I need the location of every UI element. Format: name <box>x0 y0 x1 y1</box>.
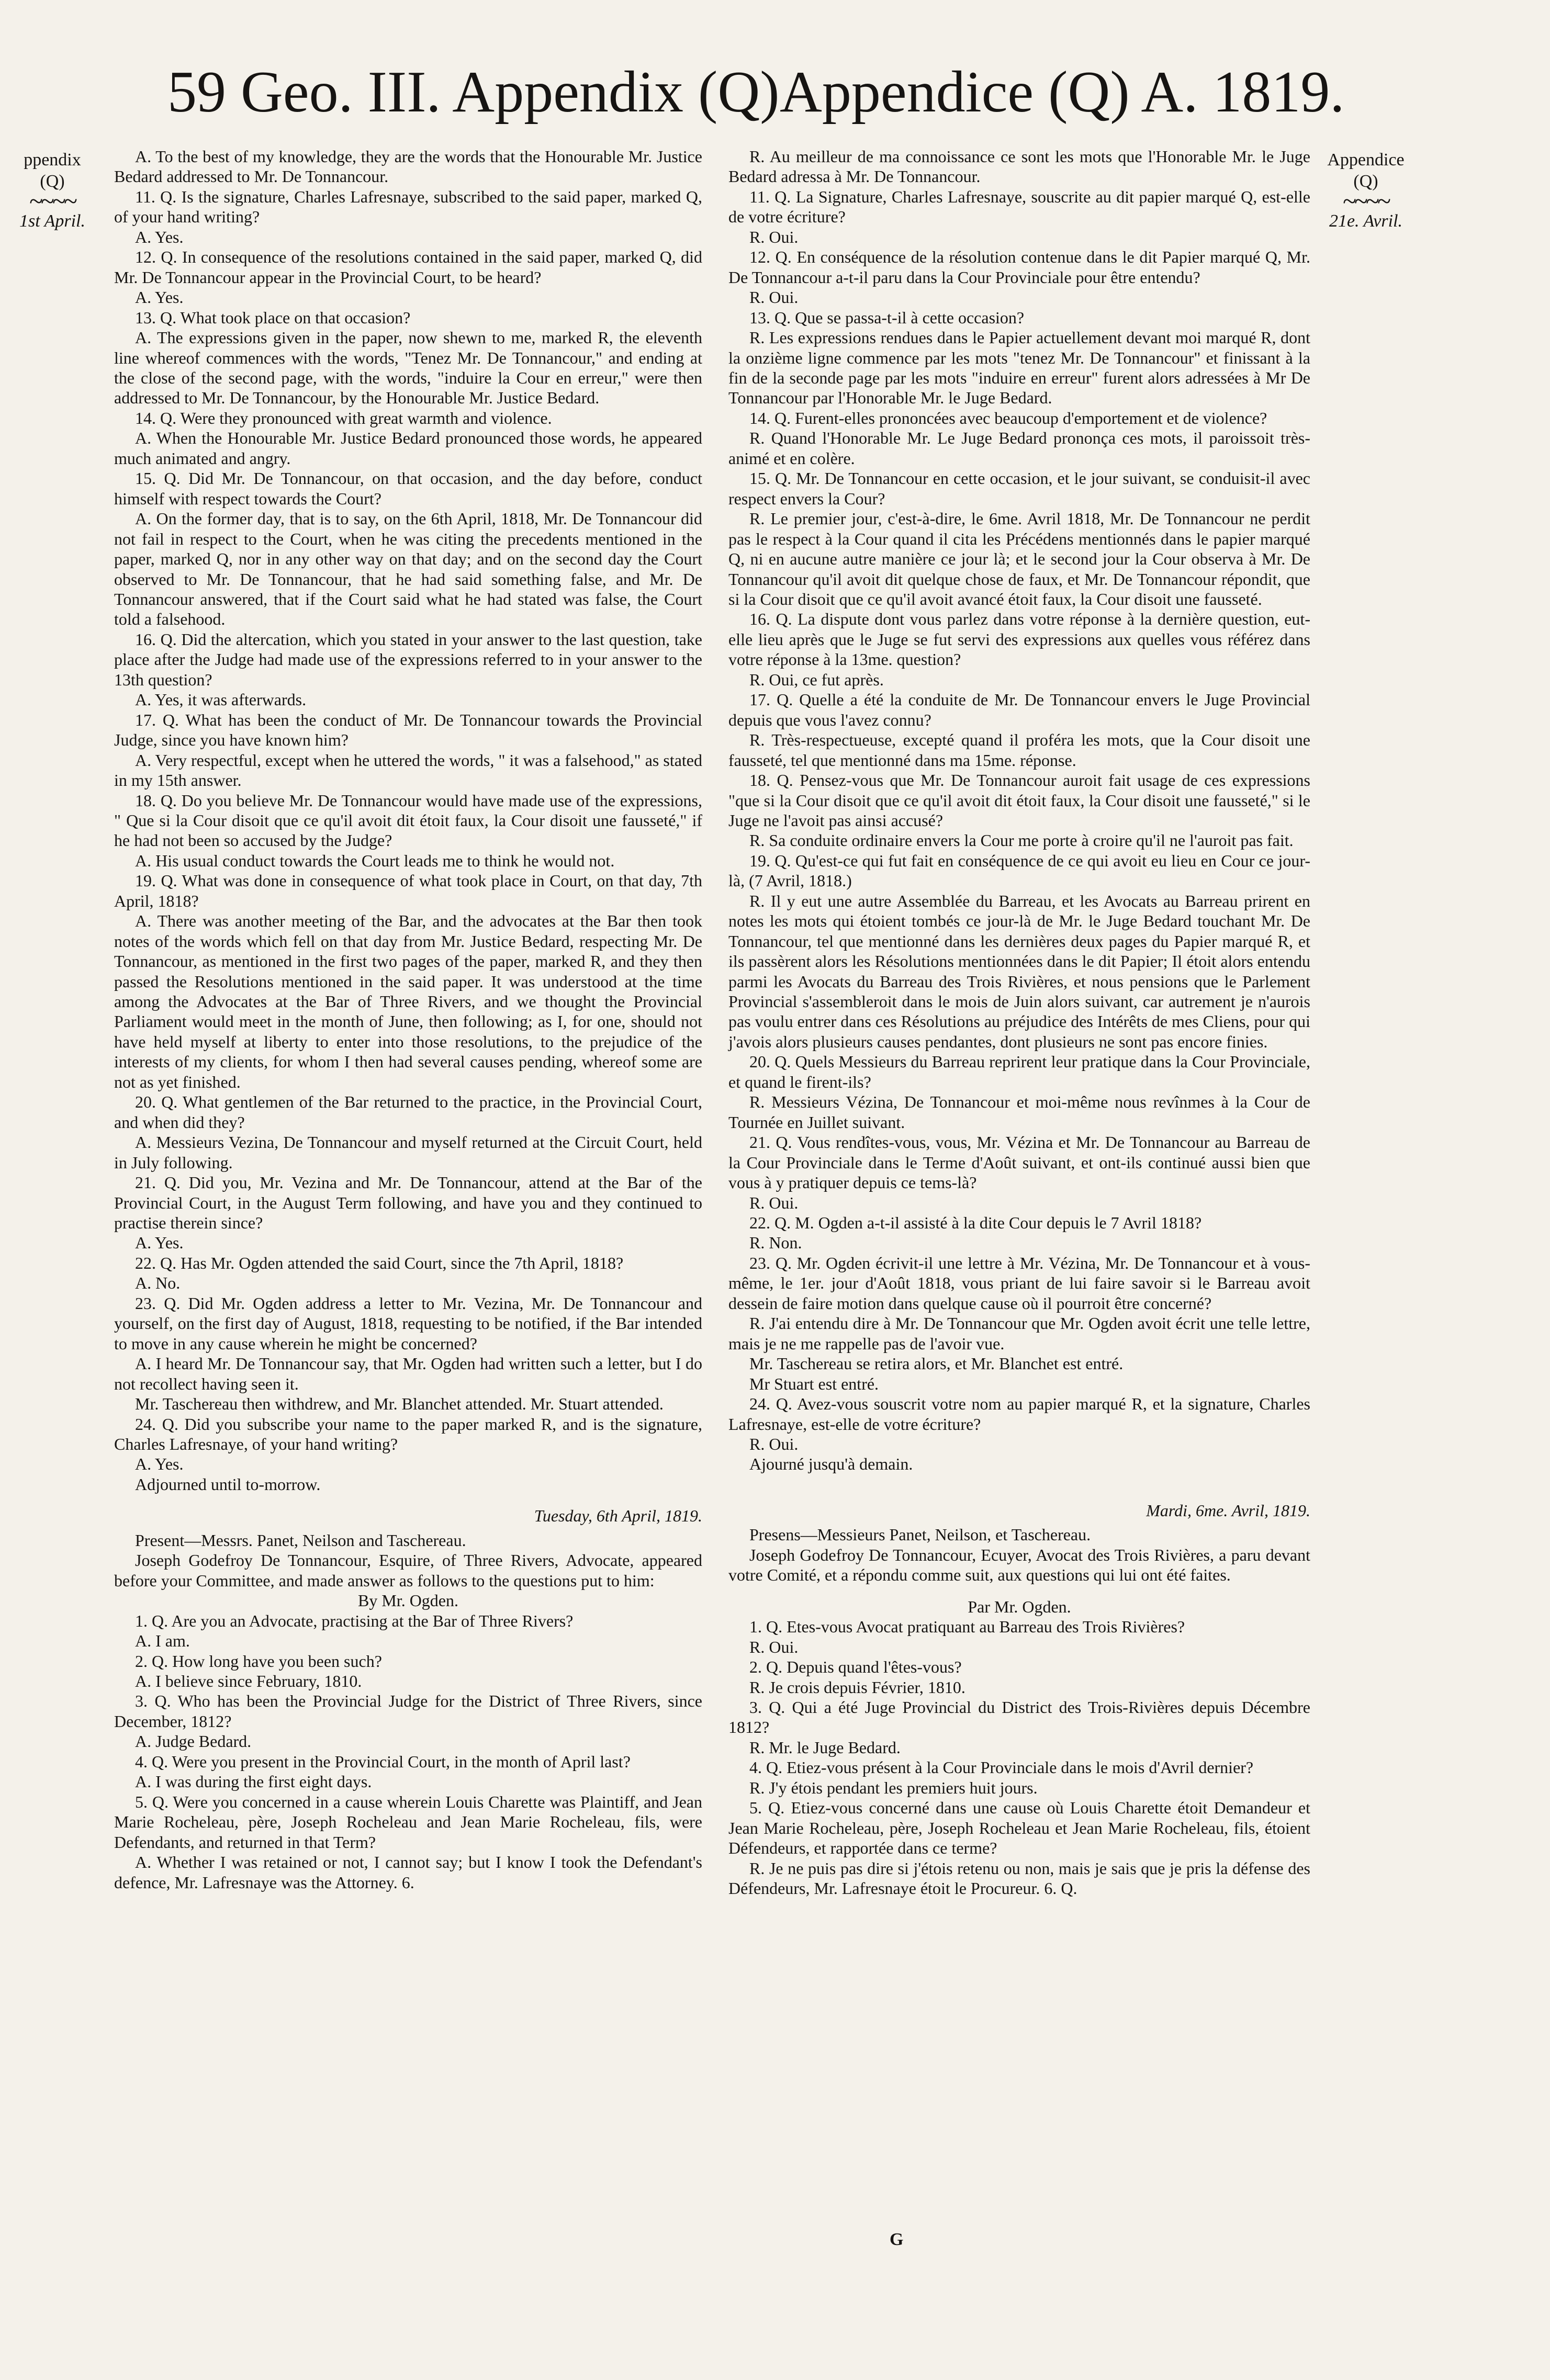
page-header-right: Appendice (Q) A. 1819. <box>780 60 1345 125</box>
testimony-paragraph: 5. Q. Were you concerned in a cause wherein Louis Charette was Plaintiff, and Jean Marie Rocheleau, père, Joseph Rocheleau and Jean Marie Rocheleau, fils, were Defendants, and returned in that Term? <box>114 1792 702 1852</box>
testimony-paragraph: 14. Q. Were they pronounced with great warmth and violence. <box>135 408 552 427</box>
testimony-paragraph: R. J'ai entendu dire à Mr. De Tonnancour que Mr. Ogden avoit écrit une telle lettre, mais je ne me rappelle pas de l'avoir vue. <box>728 1314 1310 1353</box>
testimony-paragraph: A. I was during the first eight days. <box>135 1772 372 1791</box>
margin-note-right <box>1313 149 1418 232</box>
testimony-paragraph: R. J'y étois pendant les premiers huit jours. <box>749 1778 1038 1797</box>
testimony-paragraph: R. Oui. <box>749 1193 799 1212</box>
session-examiner: By Mr. Ogden. <box>358 1591 458 1610</box>
testimony-paragraph: R. Au meilleur de ma connoissance ce sont les mots que l'Honorable Mr. le Juge Bedard adressa à Mr. De Tonnancour. <box>728 147 1310 186</box>
testimony-paragraph: R. Mr. le Juge Bedard. <box>749 1738 901 1757</box>
french-testimony-part-1 <box>728 146 1310 1474</box>
testimony-paragraph: Mr. Taschereau then withdrew, and Mr. Blanchet attended. Mr. Stuart attended. <box>135 1394 664 1414</box>
testimony-paragraph: 2. Q. How long have you been such? <box>135 1651 382 1671</box>
testimony-paragraph: 19. Q. What was done in consequence of what took place in Court, on that day, 7th April, 1818? <box>114 871 702 910</box>
testimony-paragraph: R. Oui. <box>749 1637 799 1656</box>
margin-note-line: ppendix <box>24 150 81 170</box>
testimony-paragraph: 24. Q. Did you subscribe your name to the paper marked R, and is the signature, Charles Lafresnaye, of your hand writing? <box>114 1414 702 1453</box>
english-column <box>114 146 702 1892</box>
testimony-paragraph: 18. Q. Do you believe Mr. De Tonnancour would have made use of the expressions, " Que si la Cour disoit que ce qu'il avoit dit étoit faux, la Cour disoit une fausseté," if he had not been so accused by the Judge? <box>114 791 702 850</box>
testimony-paragraph: 19. Q. Qu'est-ce qui fut fait en conséquence de ce qui avoit eu lieu en Cour ce jour-là, (7 Avril, 1818.) <box>728 851 1310 890</box>
testimony-paragraph: R. Non. <box>749 1233 802 1253</box>
testimony-paragraph: Ajourné jusqu'à demain. <box>749 1454 913 1474</box>
session-date: Mardi, 6me. Avril, 1819. <box>1146 1501 1310 1520</box>
testimony-paragraph: R. Le premier jour, c'est-à-dire, le 6me. Avril 1818, Mr. De Tonnancour ne perdit pas le respect à la Cour quand il cita les Précédens mentionnés dans le papier marqué Q, ni en aucune autre manière ce jour là; et le second jour la Cour observa à Mr. De Tonnancour qu'il avoit dit quelque chose de faux, et Mr. De Tonnancour répondit, que si la Cour disoit que ce qu'il avoit avancé étoit faux, la Cour disoit une fausseté. <box>728 509 1310 608</box>
testimony-paragraph: Mr Stuart est entré. <box>749 1374 879 1393</box>
testimony-paragraph: 4. Q. Etiez-vous présent à la Cour Provinciale dans le mois d'Avril dernier? <box>749 1758 1254 1777</box>
testimony-paragraph: A. To the best of my knowledge, they are the words that the Honourable Mr. Justice Bedard addressed to Mr. De Tonnancour. <box>114 147 702 186</box>
testimony-paragraph: A. There was another meeting of the Bar, and the advocates at the Bar then took notes of the words which fell on that day from Mr. Justice Bedard, respecting Mr. De Tonnancour, as mentioned in the first two pages of the paper, marked R, and they then passed the Resolutions mentioned in the said paper. It was understood at the time among the Advocates at the Bar of Three Rivers, and we thought the Provincial Parliament would meet in the month of June, then following; as I, for one, should not have held myself at liberty to enter into those resolutions, to the prejudice of the interests of my clients, for whom I then had several causes pending, whereof some are not as yet finished. <box>114 911 702 1091</box>
testimony-paragraph: A. His usual conduct towards the Court leads me to think he would not. <box>135 851 615 870</box>
testimony-paragraph: 11. Q. Is the signature, Charles Lafresnaye, subscribed to the said paper, marked Q, of your hand writing? <box>114 187 702 227</box>
testimony-paragraph: A. No. <box>135 1273 181 1293</box>
testimony-paragraph: R. Je crois depuis Février, 1810. <box>749 1677 965 1697</box>
session-date: Tuesday, 6th April, 1819. <box>534 1506 702 1526</box>
french-column <box>728 146 1310 1899</box>
testimony-paragraph: A. Yes. <box>135 288 184 307</box>
testimony-paragraph: 22. Q. M. Ogden a-t-il assisté à la dite Cour depuis le 7 Avril 1818? <box>749 1213 1202 1233</box>
margin-wave-ornament: ~~~~ <box>1343 187 1389 215</box>
testimony-paragraph: A. Very respectful, except when he uttered the words, " it was a falsehood," as stated in my 15th answer. <box>114 750 702 790</box>
testimony-paragraph: 12. Q. En conséquence de la résolution contenue dans le dit Papier marqué Q, Mr. De Tonnancour a-t-il paru dans la Cour Provinciale pour être entendu? <box>728 247 1310 287</box>
testimony-paragraph: 23. Q. Did Mr. Ogden address a letter to Mr. Vezina, Mr. De Tonnancour and yourself, on the first day of August, 1818, requesting to be notified, if the Bar intended to move in any cause wherein he might be concerned? <box>114 1293 702 1353</box>
testimony-paragraph: 24. Q. Avez-vous souscrit votre nom au papier marqué R, et la signature, Charles Lafresnaye, est-elle de votre écriture? <box>728 1394 1310 1434</box>
testimony-paragraph: 1. Q. Are you an Advocate, practising at the Bar of Three Rivers? <box>135 1611 574 1630</box>
testimony-paragraph: R. Les expressions rendues dans le Papier actuellement devant moi marqué R, dont la onzième ligne commence par les mots "tenez Mr. De Tonnancour" et finissant à la fin de la seconde page par les mots "induire en erreur" furent alors adressées à Mr De Tonnancour par l'Honorable Mr. le Juge Bedard. <box>728 328 1310 408</box>
testimony-paragraph: 1. Q. Etes-vous Avocat pratiquant au Barreau des Trois Rivières? <box>749 1617 1185 1637</box>
session-witness: Joseph Godefroy De Tonnancour, Esquire, of Three Rivers, Advocate, appeared before your Committee, and made answer as follows to the questions put to him: <box>114 1551 702 1590</box>
testimony-paragraph: 17. Q. What has been the conduct of Mr. De Tonnancour towards the Provincial Judge, since you have known him? <box>114 710 702 750</box>
testimony-paragraph: R. Oui, ce fut après. <box>749 670 884 689</box>
margin-note-line: (Q) <box>1353 172 1378 191</box>
testimony-paragraph: 16. Q. Did the altercation, which you stated in your answer to the last question, take place after the Judge had made use of the expressions referred to in your answer to the 13th question? <box>114 629 702 689</box>
testimony-paragraph: R. Oui. <box>749 227 799 246</box>
testimony-paragraph: A. Messieurs Vezina, De Tonnancour and myself returned at the Circuit Court, held in July following. <box>114 1133 702 1172</box>
testimony-paragraph: 16. Q. La dispute dont vous parlez dans votre réponse à la dernière question, eut-elle lieu après que le Juge se fut servi des expressions aux quelles vous référez dans votre réponse à la 13me. question? <box>728 610 1310 669</box>
testimony-paragraph: 21. Q. Did you, Mr. Vezina and Mr. De Tonnancour, attend at the Bar of the Provincial Court, in the August Term following, and have you and they continued to practise therein since? <box>114 1173 702 1233</box>
testimony-paragraph: R. Sa conduite ordinaire envers la Cour me porte à croire qu'il ne l'auroit pas fait. <box>749 831 1294 850</box>
margin-note-line: Appendice <box>1327 150 1405 170</box>
page-header-left: 59 Geo. III. Appendix (Q) <box>167 60 780 125</box>
testimony-paragraph: 5. Q. Etiez-vous concerné dans une cause où Louis Charette étoit Demandeur et Jean Marie Rocheleau, père, Joseph Rocheleau et Jean Marie Rocheleau, fils, étoient Défendeurs, et rapportée dans ce terme? <box>728 1798 1310 1858</box>
margin-note-date: 21e. Avril. <box>1329 211 1403 231</box>
testimony-paragraph: 12. Q. In consequence of the resolutions contained in the said paper, marked Q, did Mr. De Tonnancour appear in the Provincial Court, to be heard? <box>114 247 702 287</box>
testimony-paragraph: R. Je ne puis pas dire si j'étois retenu ou non, mais je sais que je pris la défense des Défendeurs, Mr. Lafresnaye étoit le Procureur. 6. Q. <box>728 1858 1310 1898</box>
testimony-paragraph: 21. Q. Vous rendîtes-vous, vous, Mr. Vézina et Mr. De Tonnancour au Barreau de la Cour Provinciale dans le Terme d'Août suivant, et ont-ils continué aussi bien que vous à y pratiquer depuis ce tems-là? <box>728 1133 1310 1192</box>
session-present: Present—Messrs. Panet, Neilson and Taschereau. <box>135 1530 466 1550</box>
testimony-paragraph: 3. Q. Qui a été Juge Provincial du District des Trois-Rivières depuis Décembre 1812? <box>728 1697 1310 1737</box>
testimony-paragraph: A. Yes, it was afterwards. <box>135 690 307 709</box>
testimony-paragraph: 13. Q. Que se passa-t-il à cette occasion? <box>749 308 1025 327</box>
testimony-paragraph: A. Yes. <box>135 227 184 246</box>
testimony-paragraph: 2. Q. Depuis quand l'êtes-vous? <box>749 1657 962 1677</box>
margin-note-date: 1st April. <box>19 211 85 231</box>
testimony-paragraph: A. When the Honourable Mr. Justice Bedard pronounced those words, he appeared much animated and angry. <box>114 428 702 468</box>
testimony-paragraph: A. Whether I was retained or not, I cannot say; but I know I took the Defendant's defence, Mr. Lafresnaye was the Attorney. 6. <box>114 1853 702 1892</box>
testimony-paragraph: 22. Q. Has Mr. Ogden attended the said Court, since the 7th April, 1818? <box>135 1253 624 1272</box>
testimony-paragraph: 18. Q. Pensez-vous que Mr. De Tonnancour auroit fait usage de ces expressions "que si la Cour disoit que ce qu'il avoit dit étoit faux, la Cour disoit une fausseté," si le Juge ne l'avoit pas ainsi accusé? <box>728 771 1310 830</box>
testimony-paragraph: R. Il y eut une autre Assemblée du Barreau, et les Avocats au Barreau prirent en notes les mots qui étoient tombés ce jour-là de Mr. le Juge Bedard touchant Mr. De Tonnancour, tel que mentionné dans les dernières deux pages du Papier marqué R, et ils passèrent alors les Résolutions mentionnées dans le dit Papier; Il étoit alors entendu parmi les Avocats du Barreau des Trois Rivières, et nous pensions que le Parlement Provincial s'assembleroit dans le mois de Juin alors suivant, car autrement je n'aurois pas voulu entrer dans ces Résolutions au préjudice des Intérêts de mes Cliens, pour qui j'avois alors plusieurs causes pendantes, dont plusieurs ne sont pas encore finies. <box>728 891 1310 1051</box>
testimony-paragraph: A. The expressions given in the paper, now shewn to me, marked R, the eleventh line whereof commences with the words, "Tenez Mr. De Tonnancour," and ending at the close of the second page, with the words, "induire la Cour en erreur," were then addressed to Mr. De Tonnancour, by the Honourable Mr. Justice Bedard. <box>114 328 702 408</box>
english-testimony-part-1 <box>114 146 702 1494</box>
testimony-paragraph: R. Oui. <box>749 288 799 307</box>
testimony-paragraph: 23. Q. Mr. Ogden écrivit-il une lettre à Mr. Vézina, Mr. De Tonnancour et à vous-même, le 1er. jour d'Août 1818, vous priant de lui faire savoir si le Barreau avoit dessein de faire motion dans quelque cause où il pourroit être concerné? <box>728 1253 1310 1313</box>
testimony-paragraph: 17. Q. Quelle a été la conduite de Mr. De Tonnancour envers le Juge Provincial depuis que vous l'avez connu? <box>728 690 1310 729</box>
testimony-paragraph: 13. Q. What took place on that occasion? <box>135 308 411 327</box>
testimony-paragraph: 20. Q. Quels Messieurs du Barreau reprirent leur pratique dans la Cour Provinciale, et quand le firent-ils? <box>728 1052 1310 1091</box>
testimony-paragraph: 11. Q. La Signature, Charles Lafresnaye, souscrite au dit papier marqué Q, est-elle de votre écriture? <box>728 187 1310 227</box>
margin-note-line: (Q) <box>40 172 65 191</box>
margin-note-left <box>0 149 105 232</box>
testimony-paragraph: R. Quand l'Honorable Mr. Le Juge Bedard prononça ces mots, il paroissoit très-animé et en colère. <box>728 428 1310 468</box>
testimony-paragraph: Mr. Taschereau se retira alors, et Mr. Blanchet est entré. <box>749 1354 1124 1373</box>
testimony-paragraph: 15. Q. Mr. De Tonnancour en cette occasion, et le jour suivant, se conduisit-il avec respect envers la Cour? <box>728 469 1310 508</box>
margin-wave-ornament: ~~~~ <box>29 187 75 215</box>
testimony-paragraph: 15. Q. Did Mr. De Tonnancour, on that occasion, and the day before, conduct himself with respect towards the Court? <box>114 469 702 508</box>
testimony-paragraph: R. Messieurs Vézina, De Tonnancour et moi-même nous revînmes à la Cour de Tournée en Juillet suivant. <box>728 1092 1310 1132</box>
testimony-paragraph: 20. Q. What gentlemen of the Bar returned to the practice, in the Provincial Court, and when did they? <box>114 1092 702 1132</box>
session-present: Presens—Messieurs Panet, Neilson, et Taschereau. <box>749 1525 1091 1544</box>
testimony-paragraph: A. Yes. <box>135 1233 184 1253</box>
testimony-paragraph: 3. Q. Who has been the Provincial Judge for the District of Three Rivers, since December, 1812? <box>114 1691 702 1731</box>
testimony-paragraph: R. Oui. <box>749 1435 799 1453</box>
session-witness: Joseph Godefroy De Tonnancour, Ecuyer, Avocat des Trois Rivières, a paru devant votre Comité, et a répondu comme suit, aux questions qui lui ont été faites. <box>728 1545 1310 1585</box>
testimony-paragraph: 4. Q. Were you present in the Provincial Court, in the month of April last? <box>135 1752 631 1771</box>
testimony-paragraph: A. On the former day, that is to say, on the 6th April, 1818, Mr. De Tonnancour did not fail in respect to the Court, when he was citing the precedents mentioned in the paper, marked Q, nor in any other way on that day; and on the second day the Court observed to Mr. De Tonnancour, that he had said something false, and Mr. De Tonnancour answered, that if the Court said what he had stated was false, the Court told a falsehood. <box>114 509 702 629</box>
testimony-paragraph: 14. Q. Furent-elles prononcées avec beaucoup d'emportement et de violence? <box>749 408 1267 427</box>
english-testimony-part-2 <box>114 1611 702 1892</box>
testimony-paragraph: A. I am. <box>135 1631 190 1651</box>
testimony-paragraph: A. Judge Bedard. <box>135 1732 252 1751</box>
session-examiner: Par Mr. Ogden. <box>968 1597 1071 1616</box>
testimony-paragraph: Adjourned until to-morrow. <box>135 1474 321 1494</box>
testimony-paragraph: R. Très-respectueuse, excepté quand il proféra les mots, que la Cour disoit une fausseté, tel que mentionné dans ma 15me. réponse. <box>728 730 1310 770</box>
testimony-paragraph: A. Yes. <box>135 1454 184 1474</box>
testimony-paragraph: A. I believe since February, 1810. <box>135 1671 362 1690</box>
french-testimony-part-2 <box>728 1617 1310 1898</box>
signature-mark: G <box>890 2230 904 2249</box>
testimony-paragraph: A. I heard Mr. De Tonnancour say, that Mr. Ogden had written such a letter, but I do not recollect having seen it. <box>114 1354 702 1393</box>
